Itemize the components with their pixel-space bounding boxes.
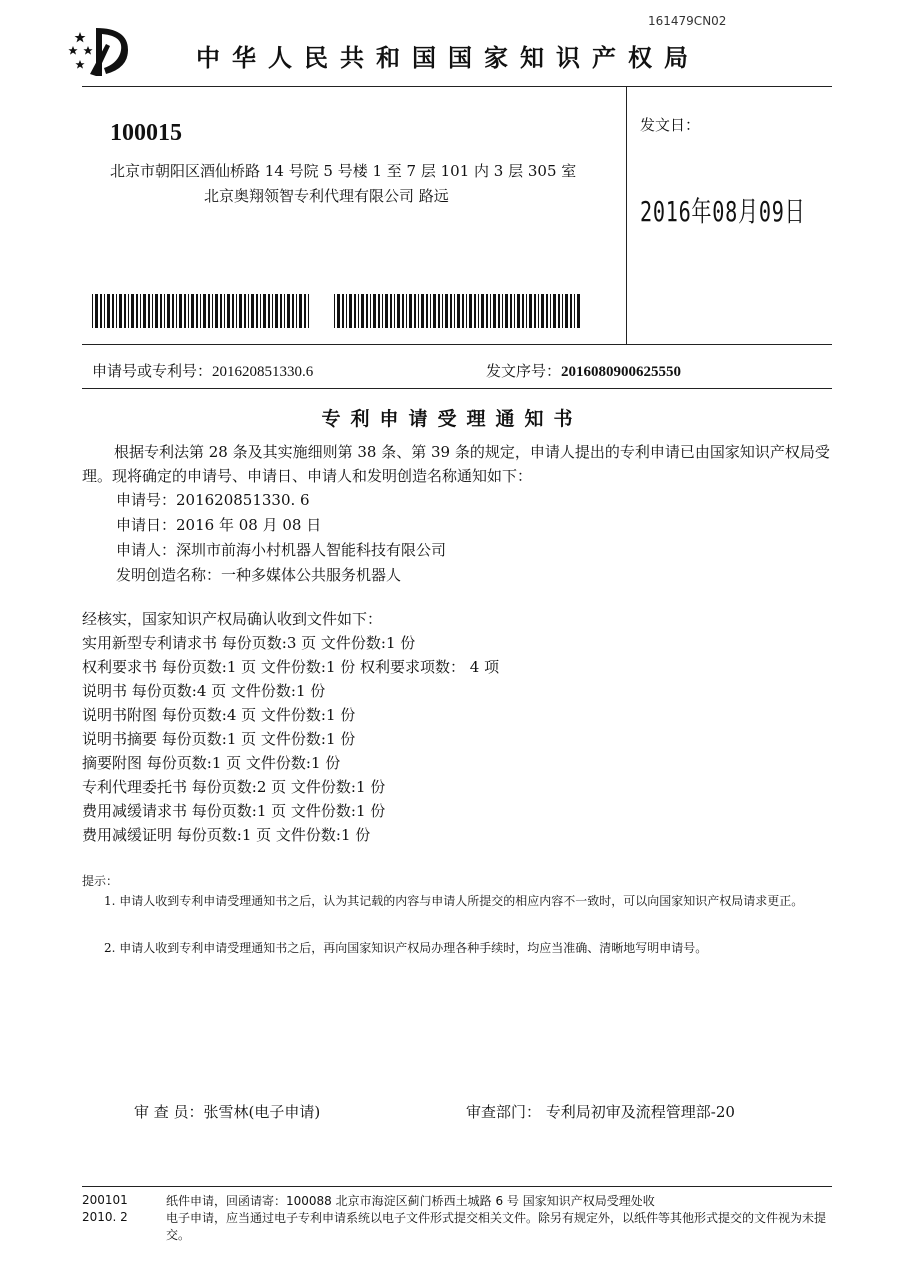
tip-item: 2. 申请人收到专利申请受理通知书之后，再向国家知识产权局办理各种手续时，均应当准确、清晰地写明申请号。 [104, 941, 708, 955]
serial-number-line [486, 360, 681, 381]
issue-date-label: 发文日： [640, 116, 701, 134]
barcode-left [92, 294, 312, 328]
address-block-bottom-rule [82, 344, 832, 345]
field-application-no: 申请号：201620851330. 6 [116, 491, 310, 509]
doc-item: 说明书附图 每份页数:4 页 文件份数:1 份 [82, 706, 356, 724]
doc-item: 费用减缓请求书 每份页数:1 页 文件份数:1 份 [82, 802, 386, 820]
footer-rule [82, 1186, 832, 1187]
column-divider [626, 86, 627, 344]
header-rule [82, 86, 832, 87]
application-number-label: 申请号或专利号： [92, 362, 213, 380]
notice-paragraph: 根据专利法第 28 条及其实施细则第 38 条、第 39 条的规定，申请人提出的专利申请已由国家知识产权局受理。现将确定的申请号、申请日、申请人和发明创造名称通知如下： [82, 443, 830, 485]
postcode: 100015 [110, 120, 182, 146]
recipient-agent: 北京奥翔领智专利代理有限公司 路远 [204, 187, 449, 205]
office-title: 中华人民共和国国家知识产权局 [196, 44, 700, 72]
tips-label: 提示： [82, 874, 119, 888]
footer-form-version: 2010. 2 [82, 1210, 128, 1224]
serial-number: 2016080900625550 [561, 364, 682, 380]
doc-item: 费用减缓证明 每份页数:1 页 文件份数:1 份 [82, 826, 371, 844]
doc-item: 摘要附图 每份页数:1 页 文件份数:1 份 [82, 754, 341, 772]
field-invention-title: 发明创造名称：一种多媒体公共服务机器人 [116, 566, 402, 584]
doc-item: 说明书 每份页数:4 页 文件份数:1 份 [82, 682, 326, 700]
examiner: 审 查 员：张雪林(电子申请) [134, 1103, 321, 1121]
footer-electronic-note: 电子申请，应当通过电子专利申请系统以电子文件形式提交相关文件。除另有规定外，以纸件等其他形式提交的文件视为未提交。 [166, 1211, 827, 1242]
barcode-right [334, 294, 582, 328]
doc-item: 实用新型专利请求书 每份页数:3 页 文件份数:1 份 [82, 634, 416, 652]
document-code: 161479CN02 [648, 14, 727, 28]
examining-department: 审查部门： 专利局初审及流程管理部-20 [466, 1103, 735, 1121]
doc-item: 说明书摘要 每份页数:1 页 文件份数:1 份 [82, 730, 356, 748]
application-number: 201620851330.6 [212, 364, 314, 380]
recipient-address: 北京市朝阳区酒仙桥路 14 号院 5 号楼 1 至 7 层 101 内 3 层 305 室 [110, 162, 577, 180]
tip-item: 1. 申请人收到专利申请受理通知书之后，认为其记载的内容与申请人所提交的相应内容不一致时，可以向国家知识产权局请求更正。 [104, 894, 804, 908]
docs-intro: 经核实，国家知识产权局确认收到文件如下： [82, 610, 383, 628]
field-application-date: 申请日：2016 年 08 月 08 日 [116, 516, 322, 534]
doc-item: 权利要求书 每份页数:1 页 文件份数:1 份 权利要求项数： 4 项 [82, 658, 500, 676]
footer-paper-note: 纸件申请，回函请寄：100088 北京市海淀区蓟门桥西土城路 6 号 国家知识产权局受理处收 [166, 1194, 655, 1208]
doc-item: 专利代理委托书 每份页数:2 页 文件份数:1 份 [82, 778, 386, 796]
footer-form-code: 200101 [82, 1193, 128, 1207]
meta-bottom-rule [82, 388, 832, 389]
issue-date: 2016年08月09日 [640, 195, 806, 228]
notice-title: 专利申请受理通知书 [321, 408, 583, 430]
serial-number-label: 发文序号： [486, 362, 562, 380]
field-applicant: 申请人：深圳市前海小村机器人智能科技有限公司 [116, 541, 447, 559]
application-number-line [92, 360, 313, 381]
cnipa-logo-icon [66, 24, 136, 80]
